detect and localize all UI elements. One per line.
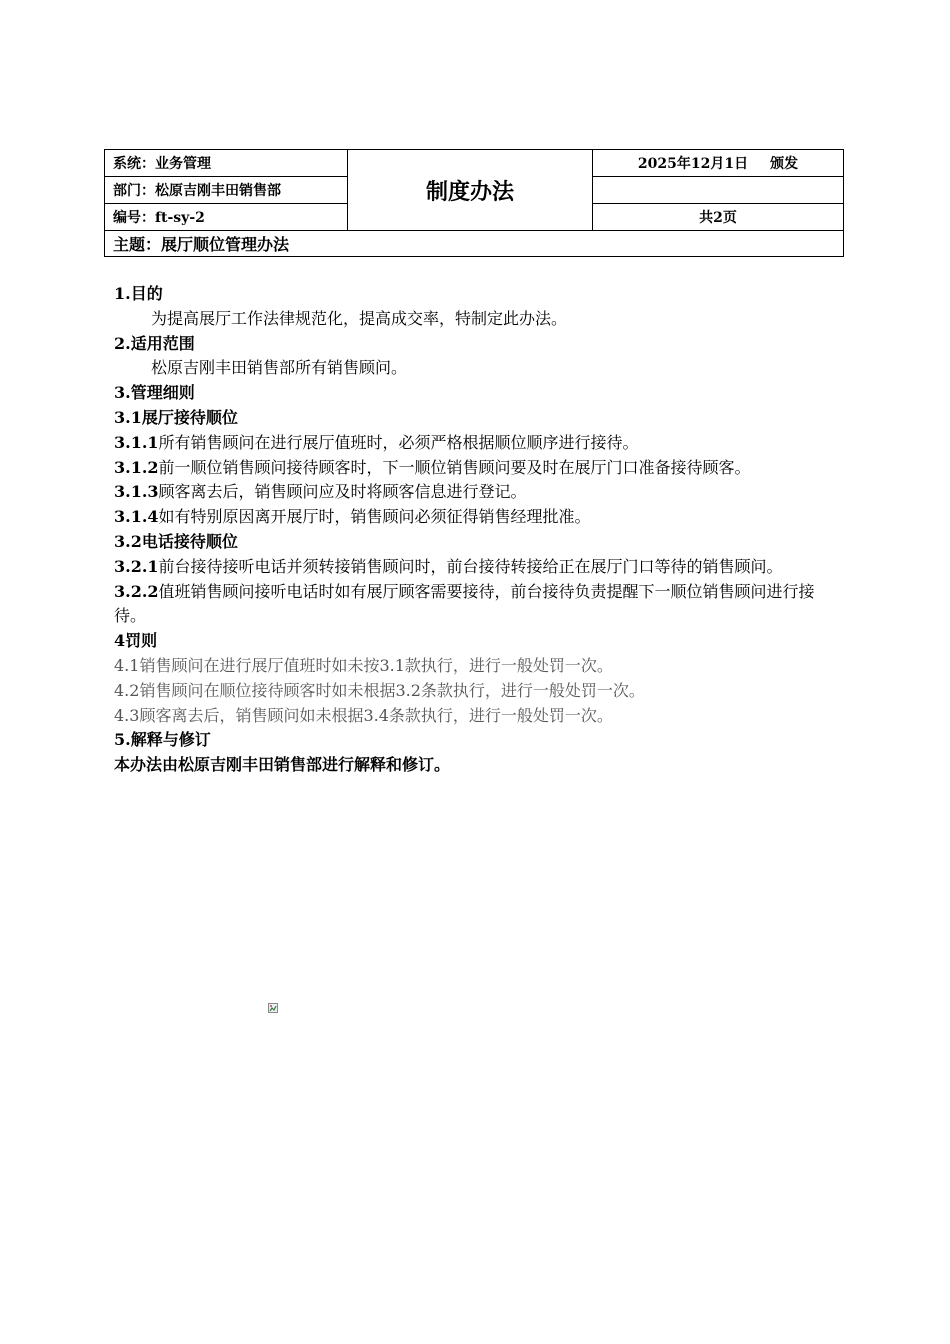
clause-4-2: 4.2销售顾问在顺位接待顾客时如未根据3.2条款执行，进行一般处罚一次。: [114, 680, 645, 700]
clause-3-1-4: 3.1.4如有特别原因离开展厅时，销售顾问必须征得销售经理批准。: [114, 507, 591, 527]
document-title: 制度办法: [348, 150, 593, 231]
section-1-text: 为提高展厅工作法律规范化，提高成交率，特制定此办法。: [151, 308, 568, 328]
subject-cell: 主题：展厅顺位管理办法: [105, 231, 844, 257]
section-4-heading: 4罚则: [114, 631, 158, 651]
section-3-1-heading: 3.1展厅接待顺位: [114, 407, 238, 427]
clause-3-1-2: 3.1.2前一顺位销售顾问接待顾客时，下一顺位销售顾问要及时在展厅门口准备接待顾客。: [114, 457, 751, 477]
publish-date: 2025年12月1日: [637, 156, 749, 172]
empty-cell: [593, 177, 844, 204]
section-5-heading: 5.解释与修订: [114, 730, 211, 750]
code-cell: 编号：ft-sy-2: [105, 204, 348, 231]
clause-4-3: 4.3顾客离去后，销售顾问如未根据3.4条款执行，进行一般处罚一次。: [114, 705, 613, 725]
publish-date-cell: [593, 150, 844, 177]
section-5-text: 本办法由松原吉刚丰田销售部进行解释和修订。: [114, 755, 451, 775]
clause-3-2-2: 3.2.2值班销售顾问接听电话时如有展厅顾客需要接待，前台接待负责提醒下一顺位销售顾问进行接待。: [114, 581, 815, 626]
system-cell: 系统：业务管理: [105, 150, 348, 177]
department-cell: 部门：松原吉刚丰田销售部: [105, 177, 348, 204]
section-3-2-heading: 3.2电话接待顺位: [114, 531, 238, 551]
clause-3-1-3: 3.1.3顾客离去后，销售顾问应及时将顾客信息进行登记。: [114, 482, 527, 502]
publish-label: 颁发: [770, 156, 799, 172]
document-header-table: [104, 149, 844, 257]
clause-3-2-1: 3.2.1前台接待接听电话并须转接销售顾问时，前台接待转接给正在展厅门口等待的销售顾问。: [114, 556, 783, 576]
page-count-cell: 共2页: [593, 204, 844, 231]
clause-3-1-1: 3.1.1所有销售顾问在进行展厅值班时，必须严格根据顺位顺序进行接待。: [114, 432, 639, 452]
document-body: [114, 282, 844, 778]
section-1-heading: 1.目的: [114, 284, 163, 303]
section-3-heading: 3.管理细则: [114, 383, 195, 403]
section-2-heading: 2.适用范围: [114, 333, 195, 353]
clause-4-1: 4.1销售顾问在进行展厅值班时如未按3.1款执行，进行一般处罚一次。: [114, 655, 613, 675]
section-2-text: 松原吉刚丰田销售部所有销售顾问。: [151, 358, 408, 378]
broken-image-icon: [268, 1003, 278, 1013]
